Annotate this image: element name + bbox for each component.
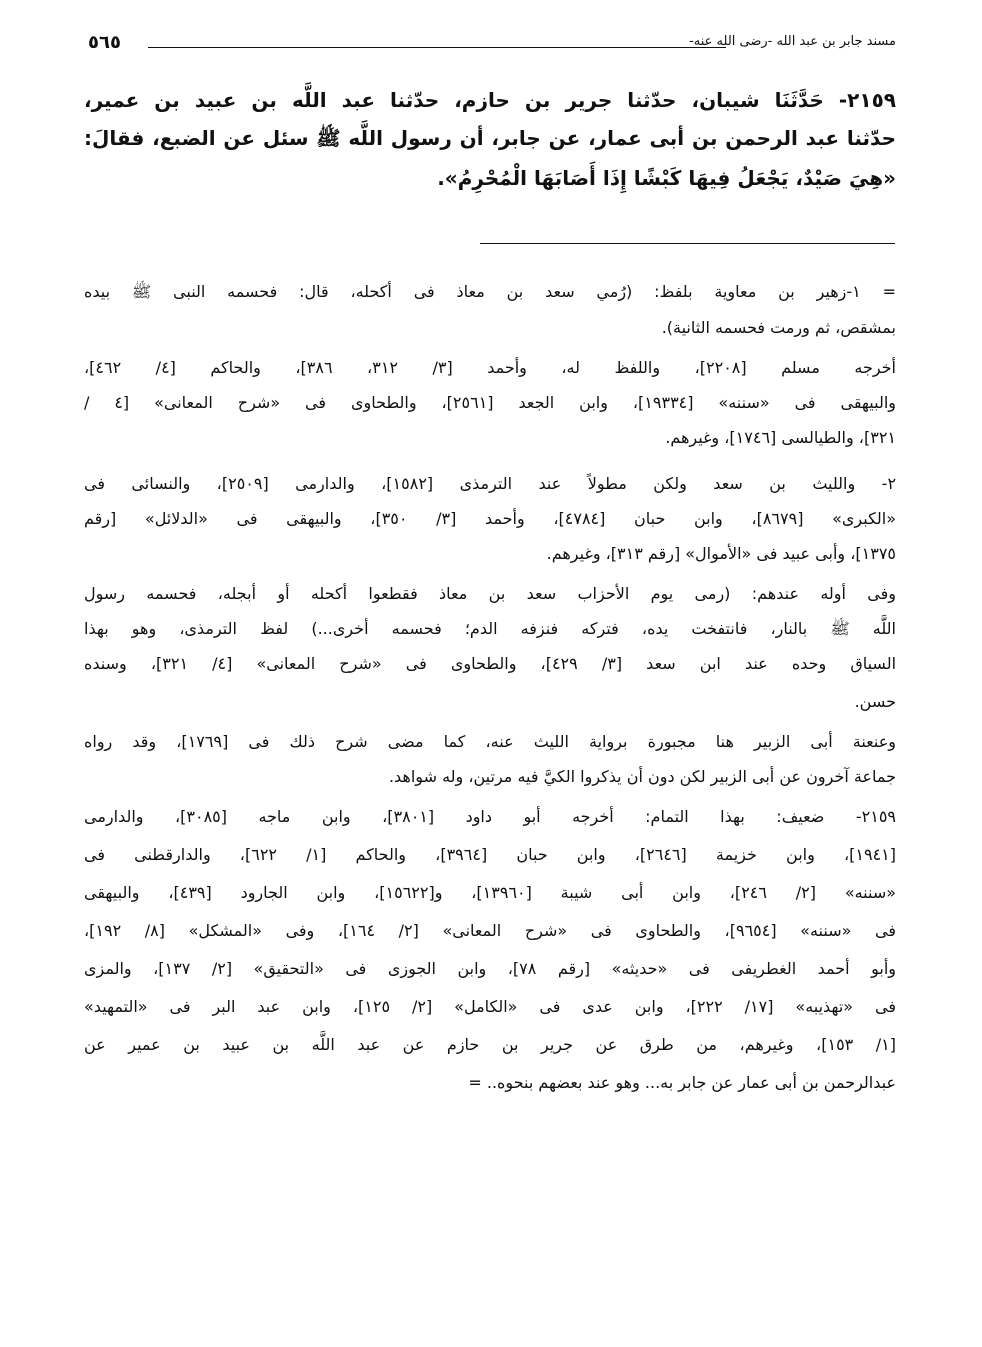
page-number: ٥٦٥ — [88, 32, 121, 53]
footnote-line: وعنعنة أبى الزبير هنا مجبورة برواية الليث عنه، كما مضى شرح ذلك فى [١٧٦٩]، وقد رواه — [84, 732, 896, 751]
running-header — [88, 32, 896, 60]
footnote-line: ١٣٧٥]، وأبى عبيد فى «الأموال» [رقم ٣١٣]، وغيرهم. — [546, 544, 896, 563]
footnote-line: = ١-زهير بن معاوية بلفظ: (رُمي سعد بن معاذ فى أكحله، قال: فحسمه النبى ﷺ بيده — [84, 282, 896, 301]
footnote-line: [١٩٤١]، وابن خزيمة [٢٦٤٦]، وابن حبان [٣٩٦٤]، والحاكم [١/ ٦٢٢]، والدارقطنى فى — [84, 845, 896, 864]
footnote-separator — [480, 243, 895, 244]
footnote-line: فى «تهذيبه» [١٧/ ٢٢٢]، وابن عدى فى «الكامل» [٢/ ١٢٥]، وابن عبد البر فى «التمهيد» — [84, 997, 896, 1016]
hadith-line: حدّثنا عبد الرحمن بن أبى عمار، عن جابر، أن رسول اللَّه ﷺ سئل عن الضبع، فقالَ: — [84, 126, 896, 150]
footnote-line: «الكبرى» [٨٦٧٩]، وابن حبان [٤٧٨٤]، وأحمد [٣/ ٣٥٠]، والبيهقى فى «الدلائل» [رقم — [84, 509, 897, 528]
footnote-line: «سننه» [٢/ ٢٤٦]، وابن أبى شيبة [١٣٩٦٠]، و[١٥٦٢٢]، وابن الجارود [٤٣٩]، والبيهقى — [84, 883, 897, 902]
footnote-line: وفى أوله عندهم: (رمى يوم الأحزاب سعد بن معاذ فقطعوا أكحله أو أبجله، فحسمه رسول — [84, 584, 896, 603]
footnote-line: ٢١٥٩- ضعيف: بهذا التمام: أخرجه أبو داود [٣٨٠١]، وابن ماجه [٣٠٨٥]، والدارمى — [84, 807, 896, 826]
footnote-line: [١/ ١٥٣]، وغيرهم، من طرق عن جرير بن حازم عن عبد اللَّه بن عبيد بن عمير عن — [84, 1035, 897, 1054]
hadith-line: ٢١٥٩- حَدَّثَنَا شيبان، حدّثنا جرير بن حازم، حدّثنا عبد اللَّه بن عبيد بن عمير، — [84, 88, 896, 112]
header-rule — [148, 47, 726, 48]
footnote-line: والبيهقى فى «سننه» [١٩٣٣٤]، وابن الجعد [٢٥٦١]، والطحاوى فى «شرح المعانى» [٤ / — [84, 393, 896, 412]
footnote-line: وأبو أحمد الغطريفى فى «حديثه» [رقم ٧٨]، وابن الجوزى فى «التحقيق» [٢/ ١٣٧]، والمزى — [84, 959, 897, 978]
footnote-line: ٣٢١]، والطيالسى [١٧٤٦]، وغيرهم. — [665, 428, 896, 447]
footnote-line: ٢- والليث بن سعد ولكن مطولاً عند الترمذى [١٥٨٢]، والدارمى [٢٥٠٩]، والنسائى فى — [84, 474, 897, 493]
footnote-line: حسن. — [854, 692, 896, 711]
hadith-line: «هِيَ صَيْدٌ، يَجْعَلُ فِيهَا كَبْشًا إِذَا أَصَابَهَا الْمُحْرِمُ». — [437, 166, 896, 190]
footnote-line: السياق وحده عند ابن سعد [٣/ ٤٢٩]، والطحاوى فى «شرح المعانى» [٤/ ٣٢١]، وسنده — [84, 654, 897, 673]
footnote-line: أخرجه مسلم [٢٢٠٨]، واللفظ له، وأحمد [٣/ ٣١٢، ٣٨٦]، والحاكم [٤/ ٤٦٢]، — [84, 358, 896, 377]
footnote-line: اللَّه ﷺ بالنار، فانتفخت يده، فتركه فنزفه الدم؛ فحسمه أخرى...) لفظ الترمذى، وهو بهذا — [84, 619, 896, 638]
footnote-line: بمشقص، ثم ورمت فحسمه الثانية). — [661, 318, 896, 337]
footnote-line: عبدالرحمن بن أبى عمار عن جابر به... وهو عند بعضهم بنحوه.. = — [468, 1073, 896, 1092]
footnote-line: فى «سننه» [٩٦٥٤]، والطحاوى فى «شرح المعانى» [٢/ ١٦٤]، وفى «المشكل» [٨/ ١٩٢]، — [84, 921, 896, 940]
footnote-line: جماعة آخرون عن أبى الزبير لكن دون أن يذكروا الكيَّ فيه مرتين، وله شواهد. — [388, 767, 896, 786]
header-title: مسند جابر بن عبد الله -رضى الله عنه- — [683, 34, 896, 49]
